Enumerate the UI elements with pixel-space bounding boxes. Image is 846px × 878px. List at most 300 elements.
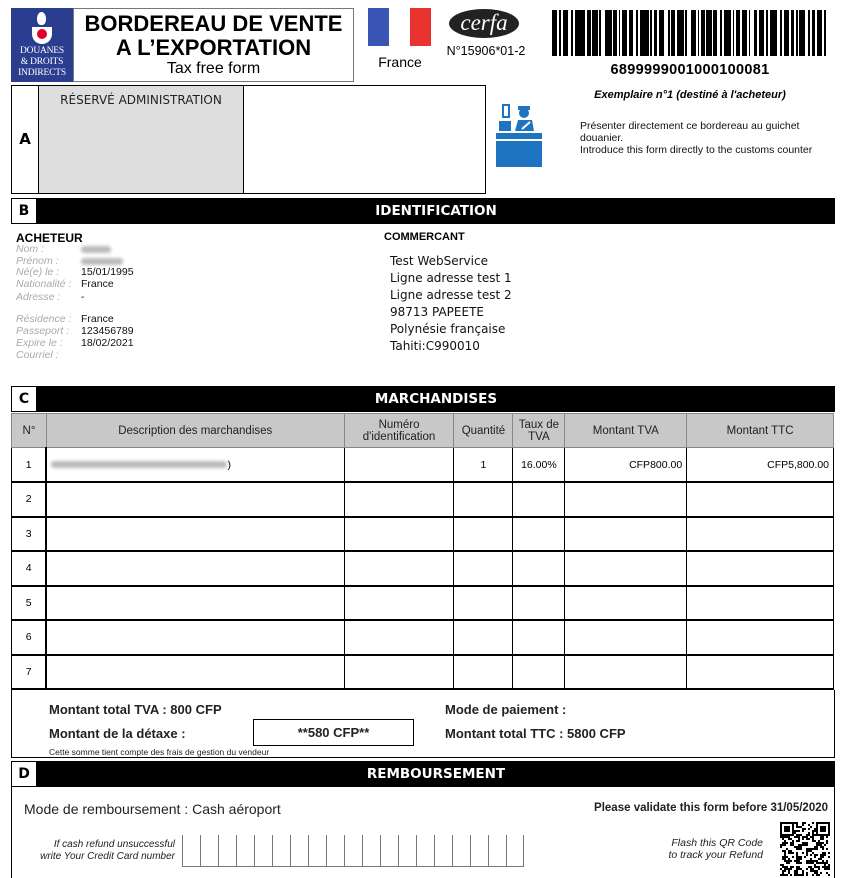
qr-module — [784, 854, 786, 856]
field-value: 15/01/1995 — [81, 266, 134, 278]
qr-module — [808, 862, 810, 864]
qr-module — [812, 862, 814, 864]
qr-module — [814, 840, 816, 842]
qr-module — [816, 866, 818, 868]
qr-module — [822, 856, 824, 858]
qr-module — [792, 826, 794, 828]
field-value: France — [81, 278, 114, 290]
merchant-line: Polynésie française — [390, 322, 506, 336]
qr-module — [798, 844, 800, 846]
qr-module — [814, 864, 816, 866]
cell-id — [344, 551, 454, 586]
qr-module — [810, 868, 812, 870]
qr-module — [788, 826, 790, 828]
cell-number: 5 — [12, 586, 47, 621]
qr-module — [796, 848, 798, 850]
cell-vat-rate — [513, 620, 565, 655]
qr-module — [792, 866, 794, 868]
qr-module — [826, 866, 828, 868]
qr-module — [806, 862, 808, 864]
qr-module — [788, 834, 790, 836]
qr-module — [780, 836, 782, 838]
qr-module — [812, 836, 814, 838]
merchant-line: Ligne adresse test 1 — [390, 271, 512, 285]
qr-module — [788, 870, 790, 872]
qr-module — [806, 850, 808, 852]
qr-module — [796, 862, 798, 864]
qr-module — [796, 834, 798, 836]
qr-module — [784, 850, 786, 852]
qr-module — [806, 836, 808, 838]
qr-module — [802, 824, 804, 826]
qr-module — [816, 826, 818, 828]
cell-vat-rate — [513, 551, 565, 586]
qr-module — [822, 834, 824, 836]
field-value: 18/02/2021 — [81, 337, 134, 349]
qr-module — [810, 858, 812, 860]
barcode-bar — [724, 10, 731, 56]
qr-module — [826, 822, 828, 824]
qr-module — [818, 858, 820, 860]
qr-module — [816, 828, 818, 830]
buyer-title: ACHETEUR — [16, 231, 83, 245]
qr-module — [782, 874, 784, 876]
description-text: ) — [227, 458, 231, 471]
buyer-field-birthdate — [16, 266, 134, 278]
qr-module — [784, 868, 786, 870]
flame-icon — [37, 12, 46, 25]
qr-module — [824, 862, 826, 864]
qr-module — [804, 836, 806, 838]
credit-card-digit-box[interactable] — [452, 835, 470, 867]
qr-module — [824, 868, 826, 870]
cell-quantity — [454, 586, 513, 621]
section-d-title: REMBOURSEMENT — [366, 766, 506, 782]
table-row — [12, 448, 834, 483]
qr-module — [798, 846, 800, 848]
qr-module — [782, 858, 784, 860]
col-header-total: Montant TTC — [687, 414, 834, 448]
qr-module — [798, 848, 800, 850]
qr-module — [804, 828, 806, 830]
qr-module — [784, 852, 786, 854]
qr-module — [782, 842, 784, 844]
qr-module — [814, 830, 816, 832]
cell-quantity: 1 — [454, 448, 513, 483]
qr-module — [792, 834, 794, 836]
qr-module — [790, 844, 792, 846]
qr-module — [820, 828, 822, 830]
qr-module — [784, 826, 786, 828]
detaxe-amount: **580 CFP** — [253, 719, 414, 746]
detaxe-label: Montant de la détaxe : — [49, 726, 186, 741]
credit-card-digit-box[interactable] — [488, 835, 506, 867]
credit-card-label-line: write Your Credit Card number — [40, 851, 175, 862]
douanes-logo — [11, 8, 73, 82]
qr-module — [826, 840, 828, 842]
qr-module — [822, 828, 824, 830]
cell-quantity — [454, 655, 513, 690]
qr-module — [788, 822, 790, 824]
qr-module — [800, 834, 802, 836]
refund-mode: Mode de remboursement : Cash aéroport — [24, 801, 281, 817]
qr-module — [796, 830, 798, 832]
qr-module — [790, 874, 792, 876]
goods-table — [11, 413, 834, 690]
field-label: Résidence : — [16, 313, 72, 325]
qr-module — [816, 834, 818, 836]
qr-module — [800, 874, 802, 876]
col-header-id: Numéro d'identification — [344, 414, 454, 448]
qr-module — [784, 856, 786, 858]
qr-module — [802, 844, 804, 846]
cell-vat-amount — [565, 620, 687, 655]
qr-module — [798, 826, 800, 828]
qr-module — [828, 874, 830, 876]
qr-module — [794, 874, 796, 876]
qr-module — [816, 872, 818, 874]
qr-module — [814, 834, 816, 836]
fees-note: Cette somme tient compte des frais de gestion du vendeur — [49, 747, 270, 757]
qr-module — [804, 842, 806, 844]
qr-module — [812, 874, 814, 876]
qr-module — [818, 844, 820, 846]
qr-module — [780, 864, 782, 866]
qr-module — [816, 854, 818, 856]
qr-module — [814, 860, 816, 862]
field-label: Expire le : — [16, 337, 63, 349]
credit-card-digit-box[interactable] — [326, 835, 344, 867]
qr-module — [820, 834, 822, 836]
qr-module — [788, 850, 790, 852]
credit-card-digit-box[interactable] — [362, 835, 380, 867]
cell-quantity — [454, 517, 513, 552]
qr-module — [784, 822, 786, 824]
qr-module — [814, 866, 816, 868]
qr-module — [806, 852, 808, 854]
qr-module — [814, 872, 816, 874]
qr-module — [784, 870, 786, 872]
cell-vat-amount: CFP800.00 — [565, 448, 687, 483]
qr-module — [780, 868, 782, 870]
qr-module — [804, 822, 806, 824]
qr-module — [780, 844, 782, 846]
qr-module — [786, 830, 788, 832]
qr-module — [812, 832, 814, 834]
qr-module — [806, 834, 808, 836]
cell-vat-amount — [565, 655, 687, 690]
cell-number: 4 — [12, 551, 47, 586]
merchant-line: 98713 PAPEETE — [390, 305, 484, 319]
merchant-title: COMMERCANT — [384, 231, 465, 243]
cell-number: 2 — [12, 482, 47, 517]
cell-description — [46, 586, 344, 621]
qr-module — [822, 836, 824, 838]
cell-total: CFP5,800.00 — [687, 448, 834, 483]
field-value: - — [81, 291, 85, 303]
merchant-line: Test WebService — [390, 254, 488, 268]
qr-module — [826, 862, 828, 864]
qr-module — [828, 852, 830, 854]
qr-module — [800, 826, 802, 828]
qr-module — [818, 862, 820, 864]
field-value: 123456789 — [81, 325, 134, 337]
qr-module — [782, 844, 784, 846]
qr-module — [798, 836, 800, 838]
qr-module — [822, 830, 824, 832]
payment-mode: Mode de paiement : — [445, 702, 567, 717]
table-row — [12, 482, 834, 517]
qr-module — [810, 862, 812, 864]
cell-description — [46, 448, 344, 483]
qr-module — [792, 822, 794, 824]
qr-module — [792, 844, 794, 846]
qr-module — [796, 868, 798, 870]
cell-id — [344, 586, 454, 621]
cell-vat-rate — [513, 655, 565, 690]
table-row — [12, 586, 834, 621]
qr-module — [822, 852, 824, 854]
section-c-header — [11, 386, 835, 412]
qr-module — [824, 844, 826, 846]
credit-card-digit-box[interactable] — [344, 835, 362, 867]
qr-module — [822, 838, 824, 840]
qr-module — [788, 868, 790, 870]
section-b-header — [11, 198, 835, 224]
merchant-line: Ligne adresse test 2 — [390, 288, 512, 302]
qr-module — [798, 858, 800, 860]
qr-module — [780, 834, 782, 836]
logo-text-line: INDIRECTS — [18, 68, 66, 78]
qr-module — [810, 870, 812, 872]
qr-module — [806, 848, 808, 850]
qr-module — [786, 866, 788, 868]
qr-module — [800, 844, 802, 846]
qr-module — [784, 836, 786, 838]
cell-vat-rate — [513, 517, 565, 552]
section-b-title: IDENTIFICATION — [375, 203, 497, 219]
qr-module — [812, 834, 814, 836]
qr-module — [788, 830, 790, 832]
qr-module — [782, 866, 784, 868]
qr-module — [790, 842, 792, 844]
qr-module — [824, 828, 826, 830]
qr-module — [798, 866, 800, 868]
cell-number: 7 — [12, 655, 47, 690]
cell-quantity — [454, 482, 513, 517]
logo-text-line: DOUANES — [20, 46, 64, 56]
qr-module — [780, 830, 782, 832]
qr-module — [810, 836, 812, 838]
cell-vat-rate: 16.00% — [513, 448, 565, 483]
qr-module — [822, 848, 824, 850]
qr-module — [814, 848, 816, 850]
qr-module — [802, 874, 804, 876]
qr-module — [788, 828, 790, 830]
qr-module — [790, 866, 792, 868]
credit-card-digit-box[interactable] — [398, 835, 416, 867]
qr-module — [798, 860, 800, 862]
barcode-bar — [826, 10, 828, 56]
table-row — [12, 620, 834, 655]
qr-module — [828, 832, 830, 834]
qr-module — [818, 822, 820, 824]
country-label: France — [378, 54, 422, 70]
qr-module — [826, 848, 828, 850]
credit-card-digit-box[interactable] — [506, 835, 524, 867]
qr-module — [820, 830, 822, 832]
credit-card-digit-box[interactable] — [200, 835, 218, 867]
qr-module — [826, 842, 828, 844]
cell-total — [687, 551, 834, 586]
qr-module — [800, 848, 802, 850]
qr-module — [794, 872, 796, 874]
qr-module — [806, 854, 808, 856]
qr-module — [784, 858, 786, 860]
credit-card-digit-box[interactable] — [218, 835, 236, 867]
qr-module — [790, 838, 792, 840]
qr-module — [806, 868, 808, 870]
credit-card-digit-box[interactable] — [380, 835, 398, 867]
qr-module — [808, 838, 810, 840]
qr-module — [814, 854, 816, 856]
qr-module — [790, 868, 792, 870]
qr-code-icon[interactable] — [780, 822, 830, 876]
cell-id — [344, 448, 454, 483]
qr-module — [782, 872, 784, 874]
qr-module — [782, 836, 784, 838]
qr-module — [796, 858, 798, 860]
qr-module — [796, 860, 798, 862]
qr-module — [808, 834, 810, 836]
cell-total — [687, 482, 834, 517]
qr-module — [826, 836, 828, 838]
qr-module — [824, 826, 826, 828]
buyer-field-expiry — [16, 337, 134, 349]
buyer-field-nom — [16, 243, 111, 255]
qr-module — [806, 838, 808, 840]
qr-module — [786, 822, 788, 824]
qr-module — [794, 870, 796, 872]
cell-number: 3 — [12, 517, 47, 552]
credit-card-label — [20, 839, 175, 863]
cell-description — [46, 517, 344, 552]
qr-module — [820, 836, 822, 838]
cell-quantity — [454, 551, 513, 586]
qr-module — [794, 860, 796, 862]
cell-number: 6 — [12, 620, 47, 655]
qr-module — [784, 840, 786, 842]
merchant-address — [390, 253, 512, 355]
credit-card-digit-box[interactable] — [416, 835, 434, 867]
qr-module — [790, 860, 792, 862]
qr-module — [796, 822, 798, 824]
qr-module — [784, 834, 786, 836]
qr-module — [816, 860, 818, 862]
col-header-number: N° — [12, 414, 47, 448]
qr-module — [814, 856, 816, 858]
qr-module — [802, 822, 804, 824]
qr-module — [808, 824, 810, 826]
qr-module — [828, 866, 830, 868]
credit-card-digit-box[interactable] — [434, 835, 452, 867]
qr-module — [800, 862, 802, 864]
qr-module — [812, 860, 814, 862]
qr-module — [796, 854, 798, 856]
credit-card-digit-box[interactable] — [254, 835, 272, 867]
reserved-administration-box: RÉSERVÉ ADMINISTRATION — [38, 86, 244, 193]
redacted-value — [81, 246, 111, 253]
qr-module — [818, 866, 820, 868]
cell-description — [46, 655, 344, 690]
qr-module — [810, 848, 812, 850]
col-header-vat-amount: Montant TVA — [565, 414, 687, 448]
cell-total — [687, 586, 834, 621]
cell-total — [687, 620, 834, 655]
merchant-line: Tahiti:C990010 — [390, 339, 480, 353]
total-vat: Montant total TVA : 800 CFP — [49, 702, 222, 717]
credit-card-digit-box[interactable] — [308, 835, 326, 867]
credit-card-digit-box[interactable] — [272, 835, 290, 867]
qr-module — [808, 832, 810, 834]
qr-module — [782, 850, 784, 852]
qr-module — [820, 862, 822, 864]
section-c-letter: C — [11, 386, 37, 412]
section-d-header — [11, 761, 835, 787]
qr-module — [818, 874, 820, 876]
qr-module — [822, 826, 824, 828]
qr-module — [806, 844, 808, 846]
qr-module — [780, 846, 782, 848]
qr-module — [786, 868, 788, 870]
qr-module — [822, 866, 824, 868]
credit-card-digit-box[interactable] — [236, 835, 254, 867]
qr-module — [820, 856, 822, 858]
credit-card-digit-box[interactable] — [182, 835, 200, 867]
qr-module — [816, 844, 818, 846]
col-header-vat-rate: Taux de TVA — [513, 414, 565, 448]
field-label: Nationalité : — [16, 278, 72, 290]
qr-module — [788, 852, 790, 854]
buyer-field-address — [16, 291, 85, 303]
cell-vat-rate — [513, 586, 565, 621]
qr-module — [802, 852, 804, 854]
qr-module — [822, 860, 824, 862]
qr-module — [788, 872, 790, 874]
cell-description — [46, 551, 344, 586]
qr-module — [784, 830, 786, 832]
qr-module — [794, 822, 796, 824]
qr-module — [798, 862, 800, 864]
qr-module — [800, 856, 802, 858]
credit-card-digit-box[interactable] — [290, 835, 308, 867]
qr-module — [820, 838, 822, 840]
section-c-title: MARCHANDISES — [374, 391, 498, 407]
section-a — [11, 85, 486, 194]
qr-module — [806, 872, 808, 874]
cell-total — [687, 517, 834, 552]
qr-module — [820, 858, 822, 860]
qr-module — [828, 868, 830, 870]
qr-module — [806, 842, 808, 844]
barcode-bar — [605, 10, 612, 56]
qr-module — [814, 870, 816, 872]
qr-module — [810, 826, 812, 828]
credit-card-digit-box[interactable] — [470, 835, 488, 867]
field-label: Nom : — [16, 243, 45, 255]
col-header-description: Description des marchandises — [46, 414, 344, 448]
credit-card-number-input[interactable] — [182, 835, 524, 867]
